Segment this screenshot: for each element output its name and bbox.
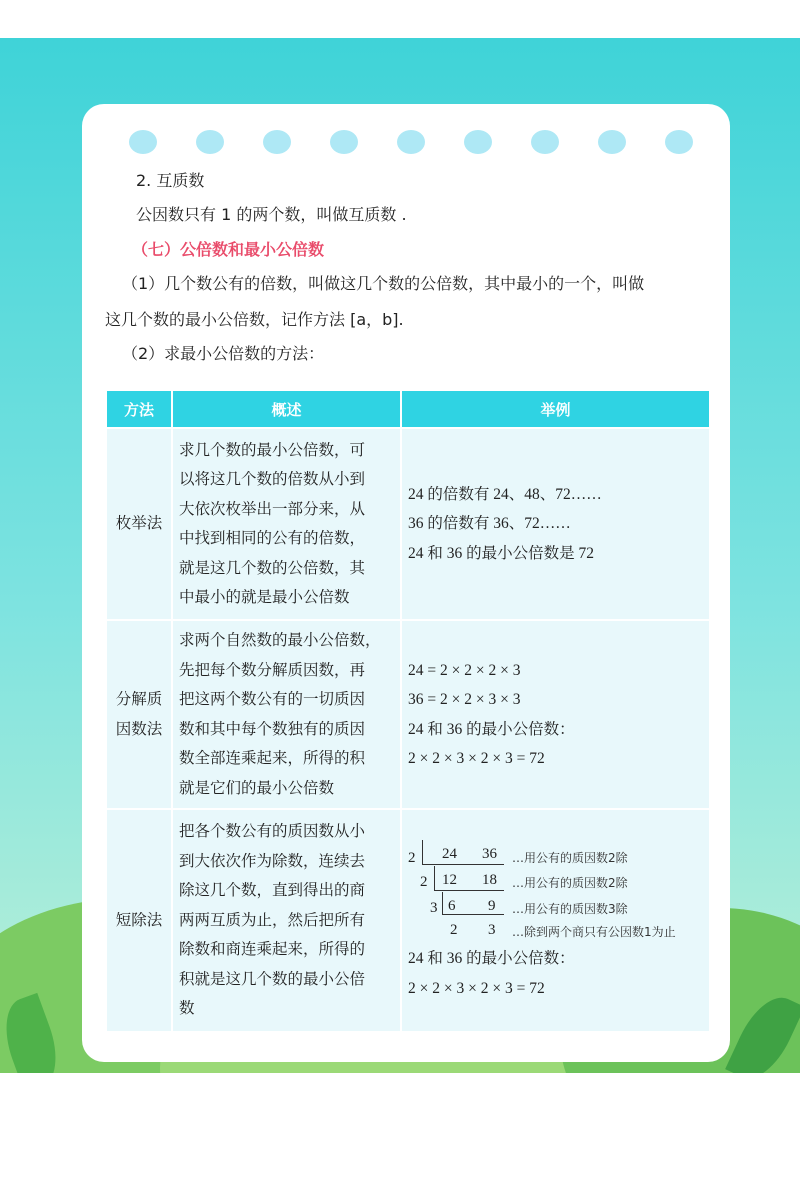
table-row [106,620,710,809]
binder-hole [598,130,626,154]
ladder-number: 12 [442,872,457,888]
binder-hole [531,130,559,154]
ladder-number: 9 [488,898,496,914]
binder-hole [196,130,224,154]
method-cell [106,620,172,809]
description-line: 就是它们的最小公倍数 [179,778,335,797]
method-cell [106,428,172,620]
ladder-number: 36 [482,846,497,862]
description-line: 数全部连乘起来，所得的积 [179,749,366,767]
lcm-definition-line2: 这几个数的最小公倍数，记作方法 [a，b]. [105,310,404,329]
lcm-methods-table [105,389,711,1033]
ladder-number: 6 [448,898,456,914]
example-line: 24 = 2 × 2 × 2 × 3 [408,661,521,679]
description-line: 把这两个数公有的一切质因 [179,690,366,708]
description-line: 求两个自然数的最小公倍数， [179,631,381,649]
header-method: 方法 [106,390,172,428]
division-bar [434,890,504,891]
table-row [106,428,710,620]
description-line: 中找到相同的公有的倍数， [179,529,366,547]
table-header-row [106,390,710,428]
binder-hole [464,130,492,154]
example-line: 24 和 36 的最小公倍数： [408,720,575,738]
example-line: 24 和 36 的最小公倍数： [408,950,575,967]
lcm-subheading: （七）公倍数和最小公倍数 [132,240,325,259]
description-cell [172,620,401,809]
division-bar [422,840,423,864]
ladder-note: …除到两个商只有公因数1为止 [512,925,676,939]
ladder-quotient: 2 [450,922,458,938]
coprime-definition: 公因数只有 1 的两个数，叫做互质数 . [136,205,407,224]
method-name-line: 因数法 [115,719,163,738]
example-cell [401,428,710,620]
ladder-number: 24 [442,846,457,862]
binder-hole [129,130,157,154]
header-description: 概述 [172,390,401,428]
example-line: 2 × 2 × 3 × 2 × 3 = 72 [408,750,545,767]
lcm-definition-line1: （1）几个数公有的倍数，叫做这几个数的公倍数，其中最小的一个，叫做 [122,274,645,293]
binder-hole [330,130,358,154]
description-line: 先把每个数分解质因数，再 [179,660,366,679]
ladder-quotient: 3 [488,922,496,938]
description-line: 以将这几个数的倍数从小到 [179,470,366,488]
division-bar [442,914,504,915]
divisor: 3 [430,900,438,916]
binder-hole [665,130,693,154]
coprime-heading: 2. 互质数 [136,171,205,190]
description-line: 把各个数公有的质因数从小 [179,822,366,841]
ladder-number: 18 [482,872,497,888]
example-line: 24 和 36 的最小公倍数是 72 [408,544,595,562]
description-cell [172,809,401,1032]
method-cell [106,809,172,1032]
divisor: 2 [420,874,428,890]
header-example: 举例 [401,390,710,428]
division-bar [434,866,435,890]
description-line: 大依次枚举出一部分来，从 [179,499,366,518]
method-name: 短除法 [115,910,163,929]
method-name: 枚举法 [115,514,163,533]
ladder-note: …用公有的质因数3除 [512,902,628,916]
example-line: 36 = 2 × 2 × 3 × 3 [408,691,521,708]
description-line: 两两互质为止，然后把所有 [179,910,366,929]
example-cell [401,620,710,809]
description-line: 中最小的就是最小公倍数 [179,588,350,606]
binder-hole [263,130,291,154]
ladder-note: …用公有的质因数2除 [512,876,628,890]
example-line: 2 × 2 × 3 × 2 × 3 = 72 [408,979,545,997]
description-line: 除数和商连乘起来，所得的 [179,940,366,959]
description-line: 求几个数的最小公倍数，可 [179,440,366,459]
method-heading: （2）求最小公倍数的方法： [122,344,325,363]
short-division-ladder [408,838,703,938]
binder-hole [397,130,425,154]
example-line: 24 的倍数有 24、48、72…… [408,485,602,503]
description-line: 除这几个数，直到得出的商 [179,881,366,900]
example-line: 36 的倍数有 36、72…… [408,515,571,533]
description-cell [172,428,401,620]
description-line: 积就是这几个数的最小公倍 [179,969,366,988]
method-name-line: 分解质 [115,690,163,708]
description-line: 就是这几个数的公倍数，其 [179,558,366,577]
division-bar [442,892,443,914]
description-line: 数 [179,999,195,1018]
divisor: 2 [408,850,416,866]
description-line: 数和其中每个数独有的质因 [179,719,366,738]
table-row [106,809,710,1032]
division-bar [422,864,504,865]
description-line: 到大依次作为除数，连续去 [179,851,366,870]
example-cell [401,809,710,1032]
ladder-note: …用公有的质因数2除 [512,851,628,865]
